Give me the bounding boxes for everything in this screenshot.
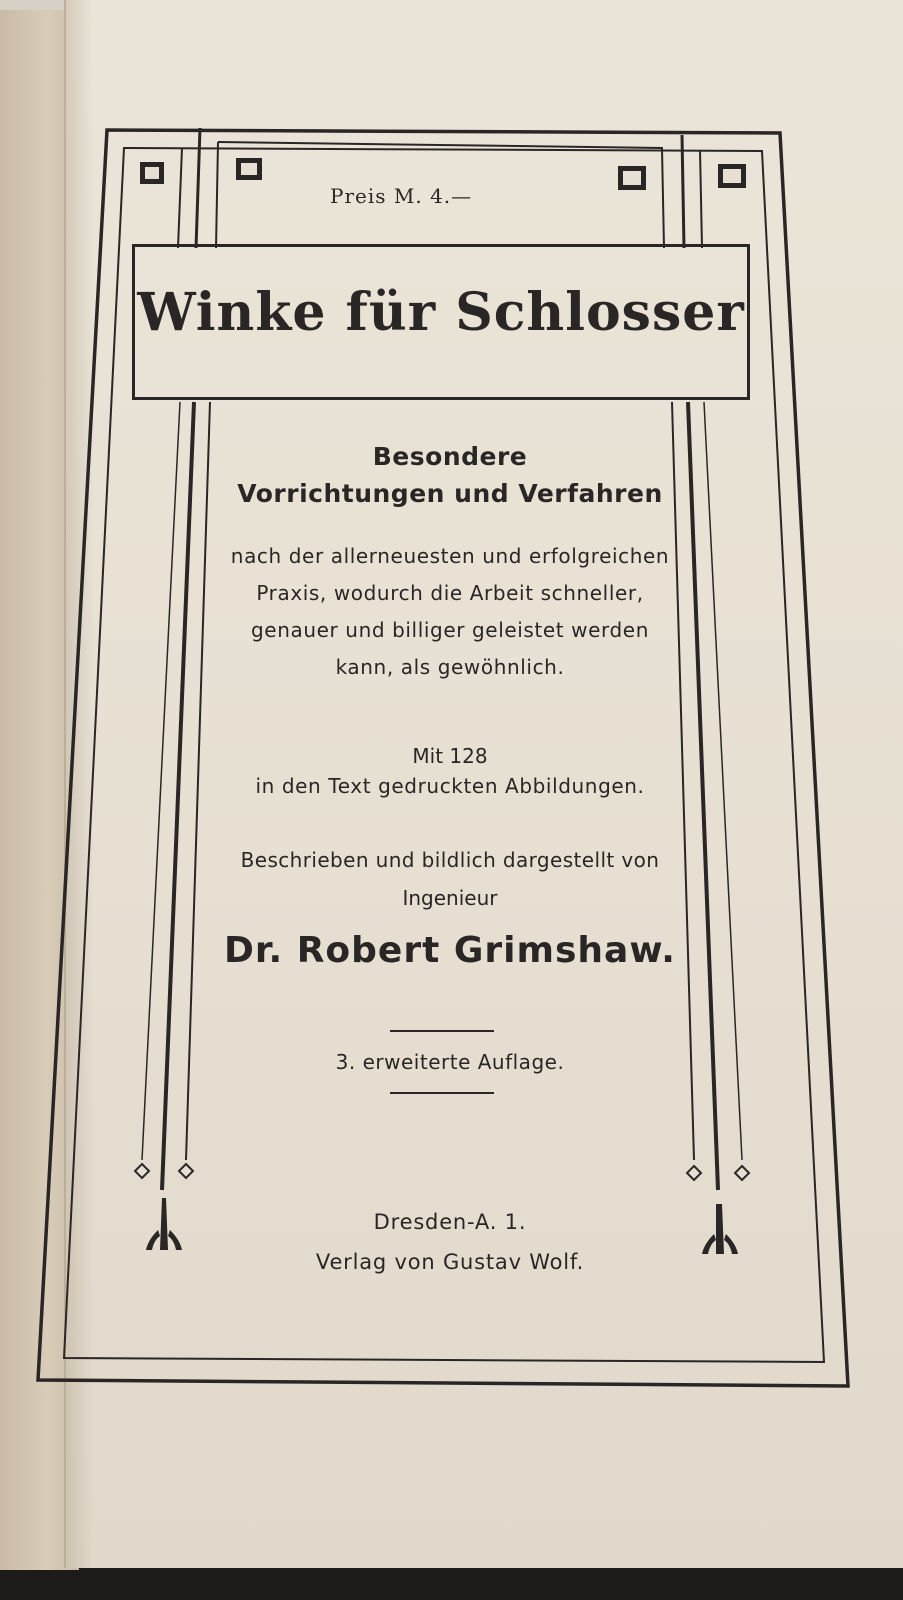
author-name: Dr. Robert Grimshaw.	[224, 930, 676, 971]
price-label: Preis M. 4.—	[330, 184, 473, 208]
illustrations-note: in den Text gedruckten Abbildungen.	[255, 774, 645, 798]
illustrations-count: Mit 128	[412, 744, 488, 768]
divider-bottom	[390, 1092, 494, 1094]
description-text: nach der allerneuesten und erfolgreichen Praxis, wodurch die Arbeit schneller, genauer und billiger geleistet werden kann, als gewöhnlich.	[230, 544, 670, 679]
table-surface	[0, 1568, 903, 1600]
subtitle-line-2: Vorrichtungen und Verfahren	[237, 479, 663, 508]
book-title: Winke für Schlosser	[137, 282, 745, 343]
credit-line: Beschrieben und bildlich dargestellt von	[240, 848, 660, 872]
divider-top	[390, 1030, 494, 1032]
publisher-city: Dresden-A. 1.	[373, 1210, 527, 1234]
edition-label: 3. erweiterte Auflage.	[335, 1050, 565, 1074]
author-profession: Ingenieur	[402, 886, 498, 910]
publisher-name: Verlag von Gustav Wolf.	[315, 1250, 585, 1274]
subtitle-line-1: Besondere	[372, 442, 528, 471]
